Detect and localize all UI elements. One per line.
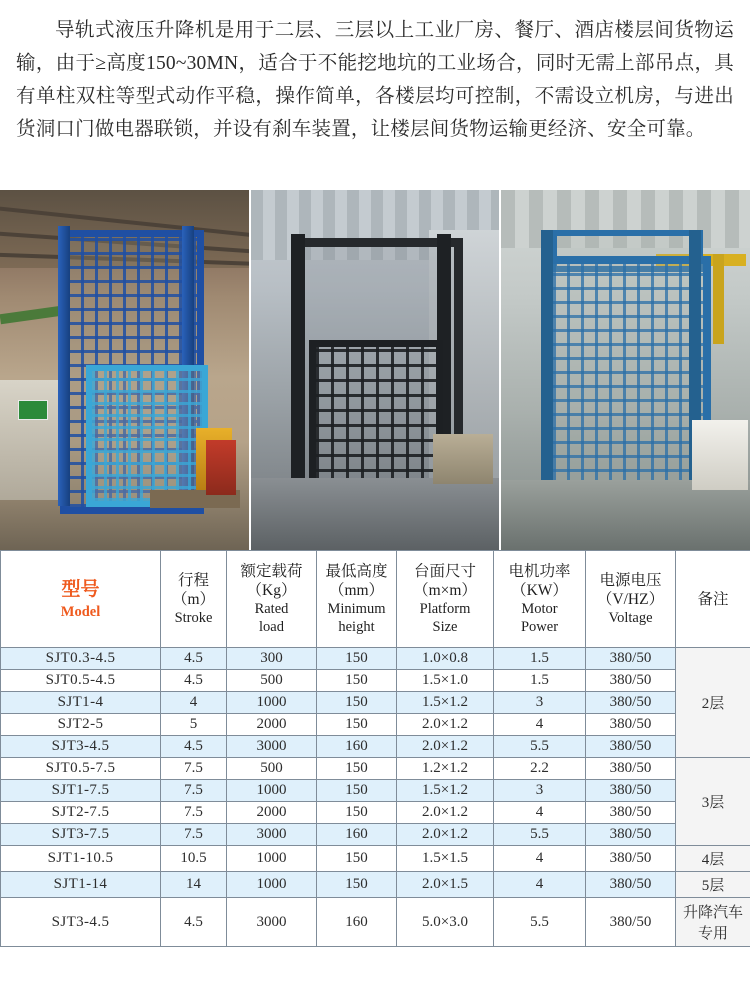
cell-note: 3层: [676, 758, 750, 846]
cell-voltage: 380/50: [586, 670, 676, 692]
cell-model: SJT1-10.5: [1, 846, 161, 872]
cell-note: 4层: [676, 846, 750, 872]
cell-voltage: 380/50: [586, 736, 676, 758]
cell-model: SJT0.5-4.5: [1, 670, 161, 692]
cell-motor: 5.5: [494, 898, 586, 947]
column-header-voltage-en: Voltage: [608, 610, 653, 626]
cell-motor: 1.5: [494, 670, 586, 692]
cell-stroke: 14: [161, 872, 227, 898]
column-header-stroke-cn1: 行程: [177, 572, 209, 589]
cell-voltage: 380/50: [586, 692, 676, 714]
stacked-goods: [433, 434, 493, 484]
cell-stroke: 10.5: [161, 846, 227, 872]
cell-minheight: 150: [317, 872, 397, 898]
cell-platform: 2.0×1.2: [397, 802, 494, 824]
cell-platform: 1.5×1.5: [397, 846, 494, 872]
green-rail: [0, 306, 62, 325]
cell-motor: 3: [494, 780, 586, 802]
cell-motor: 5.5: [494, 824, 586, 846]
column-header-motor-en2: Power: [520, 619, 559, 635]
specification-table: [0, 550, 750, 947]
column-header-voltage: [586, 551, 676, 648]
column-header-model-en: Model: [60, 604, 101, 620]
cell-platform: 2.0×1.2: [397, 714, 494, 736]
cell-stroke: 7.5: [161, 758, 227, 780]
cell-platform: 5.0×3.0: [397, 898, 494, 947]
cell-model: SJT2-5: [1, 714, 161, 736]
cell-note: 2层: [676, 648, 750, 758]
factory-floor: [251, 478, 500, 550]
cell-load: 1000: [227, 692, 317, 714]
cell-load: 2000: [227, 802, 317, 824]
column-header-load-cn2: （Kg）: [246, 582, 297, 599]
cell-load: 3000: [227, 898, 317, 947]
table-header: [1, 551, 750, 648]
column-header-load: [227, 551, 317, 648]
cell-note: 升降汽车专用: [676, 898, 750, 947]
table-row: [1, 898, 750, 947]
cell-load: 2000: [227, 714, 317, 736]
cell-model: SJT0.5-7.5: [1, 758, 161, 780]
column-header-platform-cn1: 台面尺寸: [413, 563, 476, 580]
cell-stroke: 5: [161, 714, 227, 736]
cell-minheight: 150: [317, 692, 397, 714]
table-row: [1, 802, 750, 824]
table-row: [1, 780, 750, 802]
cell-platform: 1.5×1.0: [397, 670, 494, 692]
cell-platform: 2.0×1.5: [397, 872, 494, 898]
cell-voltage: 380/50: [586, 846, 676, 872]
intro-paragraph: 导轨式液压升降机是用于二层、三层以上工业厂房、餐厅、酒店楼层间货物运输，由于≥高度150~30MN，适合于不能挖地坑的工业场合，同时无需上部吊点，具有单柱双柱等型式动作平稳，操作简单，各楼层均可控制，不需设立机房，与进出货洞口门做电器联锁，并设有刹车装置，让楼层间货物运输更经济、安全可靠。: [16, 20, 734, 140]
lift-guide-post: [58, 226, 70, 506]
cell-stroke: 7.5: [161, 802, 227, 824]
cell-minheight: 150: [317, 780, 397, 802]
white-goods-bag: [692, 420, 748, 490]
column-header-platform-cn2: （m×m）: [413, 582, 477, 599]
cell-load: 1000: [227, 846, 317, 872]
cell-minheight: 150: [317, 714, 397, 736]
cell-stroke: 7.5: [161, 780, 227, 802]
product-photo-2: [251, 190, 500, 550]
column-header-load-en1: Rated: [254, 601, 289, 617]
cell-voltage: 380/50: [586, 714, 676, 736]
product-photo-3: [501, 190, 750, 550]
cell-platform: 1.0×0.8: [397, 648, 494, 670]
cell-minheight: 160: [317, 736, 397, 758]
cell-motor: 4: [494, 872, 586, 898]
cell-voltage: 380/50: [586, 872, 676, 898]
table-row: [1, 758, 750, 780]
table-row: [1, 670, 750, 692]
cell-load: 1000: [227, 780, 317, 802]
column-header-minheight: [317, 551, 397, 648]
cell-motor: 3: [494, 692, 586, 714]
column-header-model-cn: 型号: [61, 579, 100, 600]
column-header-load-en2: load: [259, 619, 284, 635]
cell-load: 500: [227, 758, 317, 780]
column-header-model: [1, 551, 161, 648]
column-header-stroke-cn2: （m）: [171, 591, 216, 608]
table-header-row: [1, 551, 750, 648]
cell-load: 3000: [227, 824, 317, 846]
cell-model: SJT3-4.5: [1, 736, 161, 758]
cell-load: 3000: [227, 736, 317, 758]
cell-model: SJT2-7.5: [1, 802, 161, 824]
table-row: [1, 846, 750, 872]
cell-note: 5层: [676, 872, 750, 898]
factory-floor: [501, 480, 750, 550]
column-header-voltage-cn2: （V/HZ）: [596, 591, 665, 608]
table-row: [1, 714, 750, 736]
cell-load: 300: [227, 648, 317, 670]
cell-motor: 4: [494, 714, 586, 736]
table-body: [1, 648, 750, 947]
cell-model: SJT3-4.5: [1, 898, 161, 947]
cell-model: SJT0.3-4.5: [1, 648, 161, 670]
cell-motor: 2.2: [494, 758, 586, 780]
cell-model: SJT1-7.5: [1, 780, 161, 802]
column-header-motor: [494, 551, 586, 648]
cell-motor: 4: [494, 846, 586, 872]
cell-voltage: 380/50: [586, 824, 676, 846]
table-row: [1, 872, 750, 898]
column-header-motor-en1: Motor: [521, 601, 558, 617]
cell-voltage: 380/50: [586, 758, 676, 780]
cell-minheight: 160: [317, 898, 397, 947]
cell-platform: 2.0×1.2: [397, 824, 494, 846]
exit-sign: [18, 400, 48, 420]
lift-guide-post: [291, 234, 305, 504]
table-row: [1, 736, 750, 758]
table-row: [1, 692, 750, 714]
red-forklift: [206, 440, 236, 495]
lift-guide-post: [541, 230, 553, 510]
cell-platform: 2.0×1.2: [397, 736, 494, 758]
table-row: [1, 648, 750, 670]
column-header-minheight-en1: Minimum: [327, 601, 386, 617]
product-photo-1: [0, 190, 249, 550]
column-header-platform-en2: Size: [432, 619, 458, 635]
column-header-voltage-cn1: 电源电压: [599, 572, 662, 589]
cell-model: SJT1-4: [1, 692, 161, 714]
column-header-note: 备注: [676, 551, 750, 648]
cell-platform: 1.5×1.2: [397, 692, 494, 714]
cell-voltage: 380/50: [586, 898, 676, 947]
column-header-load-cn1: 额定载荷: [240, 563, 303, 580]
cell-stroke: 7.5: [161, 824, 227, 846]
cell-stroke: 4.5: [161, 898, 227, 947]
yellow-post: [713, 254, 724, 344]
column-header-minheight-cn2: （mm）: [328, 582, 385, 599]
cell-stroke: 4.5: [161, 670, 227, 692]
spec-table-wrap: [0, 550, 750, 947]
column-header-minheight-cn1: 最低高度: [325, 563, 388, 580]
column-header-motor-cn1: 电机功率: [508, 563, 571, 580]
cell-motor: 4: [494, 802, 586, 824]
column-header-stroke-en: Stroke: [174, 610, 213, 626]
cell-stroke: 4.5: [161, 648, 227, 670]
cell-voltage: 380/50: [586, 648, 676, 670]
product-photo-strip: [0, 190, 750, 550]
column-header-platform-en1: Platform: [419, 601, 471, 617]
column-header-platform: [397, 551, 494, 648]
column-header-stroke: [161, 551, 227, 648]
cell-platform: 1.2×1.2: [397, 758, 494, 780]
column-header-motor-cn2: （KW）: [511, 582, 568, 599]
cell-voltage: 380/50: [586, 802, 676, 824]
cell-minheight: 150: [317, 802, 397, 824]
cell-stroke: 4: [161, 692, 227, 714]
cell-motor: 1.5: [494, 648, 586, 670]
cell-minheight: 150: [317, 648, 397, 670]
cell-minheight: 160: [317, 824, 397, 846]
cell-load: 1000: [227, 872, 317, 898]
table-row: [1, 824, 750, 846]
cell-minheight: 150: [317, 758, 397, 780]
cell-load: 500: [227, 670, 317, 692]
column-header-minheight-en2: height: [338, 619, 375, 635]
cell-model: SJT3-7.5: [1, 824, 161, 846]
cell-motor: 5.5: [494, 736, 586, 758]
cell-minheight: 150: [317, 670, 397, 692]
cell-platform: 1.5×1.2: [397, 780, 494, 802]
cell-voltage: 380/50: [586, 780, 676, 802]
blue-platform-rail: [86, 365, 208, 507]
cell-minheight: 150: [317, 846, 397, 872]
cell-model: SJT1-14: [1, 872, 161, 898]
cell-stroke: 4.5: [161, 736, 227, 758]
